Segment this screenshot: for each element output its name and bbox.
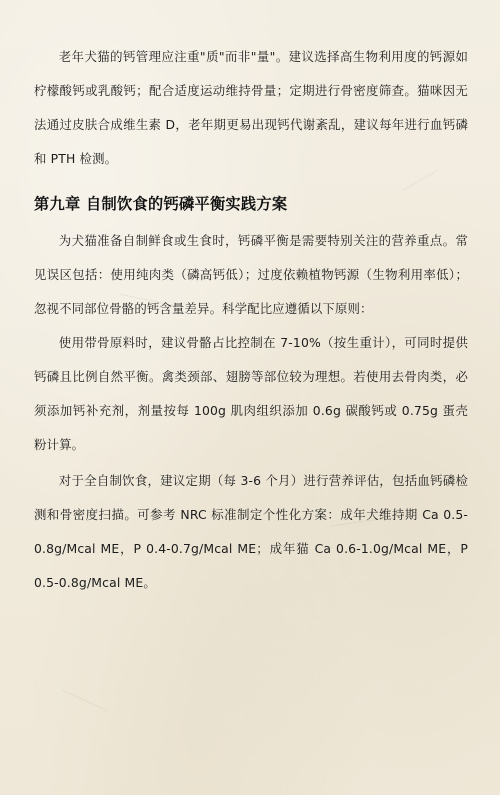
- paragraph-senior-calcium: 老年犬猫的钙管理应注重"质"而非"量"。建议选择高生物利用度的钙源如柠檬酸钙或乳酸钙；配合适度运动维持骨量；定期进行骨密度筛查。猫咪因无法通过皮肤合成维生素 D，老年期更易出现钙代谢紊乱，建议每年进行血钙磷和 PTH 检测。: [34, 49, 468, 166]
- paragraph-bone-ratio: 使用带骨原料时，建议骨骼占比控制在 7-10%（按生重计），可同时提供钙磷且比例自然平衡。禽类颈部、翅膀等部位较为理想。若使用去骨肉类，必须添加钙补充剂，剂量按每 100g 肌肉组织添加 0.6g 碳酸钙或 0.75g 蛋壳粉计算。: [34, 335, 468, 452]
- paragraph-nrc-standard: 对于全自制饮食，建议定期（每 3-6 个月）进行营养评估，包括血钙磷检测和骨密度扫描。可参考 NRC 标准制定个性化方案：成年犬维持期 Ca 0.5-0.8g/Mcal ME，P 0.4-0.7g/Mcal ME；成年猫 Ca 0.6-1.0g/Mcal ME，P 0.5-0.8g/Mcal ME。: [34, 473, 468, 590]
- paragraph-homemade-intro: 为犬猫准备自制鲜食或生食时，钙磷平衡是需要特别关注的营养重点。常见误区包括：使用纯肉类（磷高钙低）；过度依赖植物钙源（生物利用率低）；忽视不同部位骨骼的钙含量差异。科学配比应遵循以下原则：: [34, 233, 468, 316]
- chapter-title: 第九章 自制饮食的钙磷平衡实践方案: [34, 195, 288, 213]
- document-page: [34, 40, 468, 600]
- paper-fiber: [62, 689, 108, 711]
